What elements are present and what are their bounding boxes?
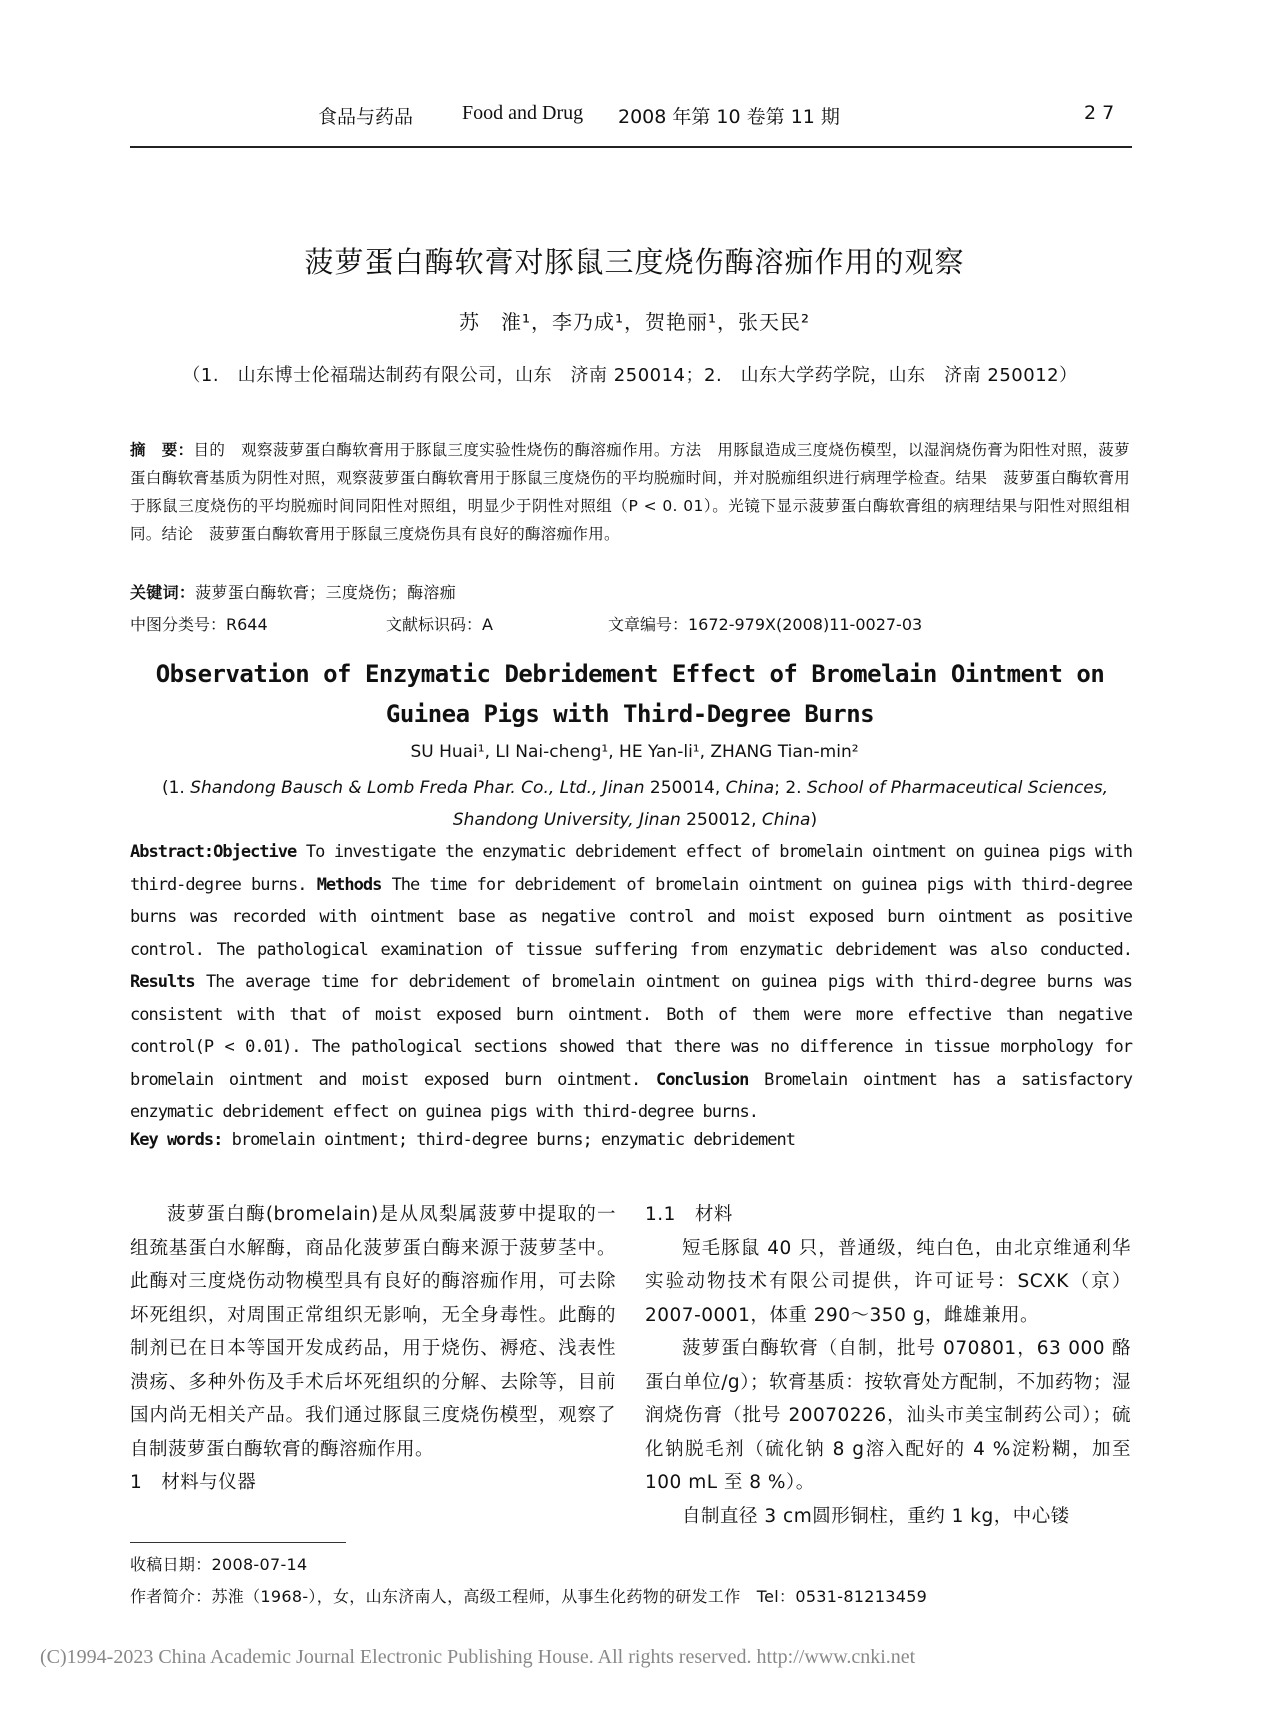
paper-title-cn: 菠萝蛋白酶软膏对豚鼠三度烧伤酶溶痂作用的观察 bbox=[304, 245, 965, 279]
affiliation-en-sep: ; 2. bbox=[774, 778, 802, 798]
keywords-en-label: Key words: bbox=[130, 1130, 223, 1150]
journal-issue: 2008 年第 10 卷第 11 期 bbox=[618, 106, 840, 128]
abstract-cn-label: 摘 要： bbox=[130, 441, 194, 459]
body-column-right bbox=[645, 1198, 1131, 1533]
header-rule bbox=[130, 146, 1132, 148]
objective-text: To investigate the enzymatic debridement effect of bromelain ointment on guinea pigs with third-degree burns. bbox=[130, 842, 1132, 895]
article-number: 文章编号：1672-979X(2008)11-0027-03 bbox=[608, 615, 923, 634]
affiliation-en-zip1: 250014, bbox=[649, 778, 721, 798]
affiliation-en-zip2: 250012, bbox=[686, 810, 757, 830]
abstract-cn bbox=[130, 436, 1130, 548]
author-bio: 作者简介：苏淮（1968-），女，山东济南人，高级工程师，从事生化药物的研发工作 Tel：0531-81213459 bbox=[130, 1587, 928, 1606]
keywords-en-text: bromelain ointment; third-degree burns; enzymatic debridement bbox=[231, 1130, 795, 1150]
journal-name-en: Food and Drug bbox=[462, 102, 584, 124]
footnote-rule bbox=[130, 1542, 346, 1543]
materials-paragraph-3: 自制直径 3 cm圆形铜柱，重约 1 kg，中心镂 bbox=[682, 1505, 1070, 1527]
objective-label: Objective bbox=[213, 842, 297, 862]
affiliation-en-inst2: School of Pharmaceutical Sciences, Shandong University, Jinan bbox=[452, 778, 1109, 830]
affiliation-en-country1: China bbox=[725, 778, 775, 798]
materials-paragraph-2: 菠萝蛋白酶软膏（自制，批号 070801，63 000 酪蛋白单位/g）；软膏基质：按软膏处方配制，不加药物；湿润烧伤膏（批号 20070226，汕头市美宝制药公司）；硫化钠脱毛剂（硫化钠 8 g溶入配好的 4 %淀粉糊，加至 100 mL 至 8 %）。 bbox=[645, 1338, 1131, 1493]
affiliation-en-country2: China bbox=[761, 810, 811, 830]
abstract-en-label: Abstract: bbox=[130, 842, 214, 862]
keywords-cn bbox=[130, 580, 456, 603]
affiliation-en-inst1: Shandong Bausch & Lomb Freda Phar. Co., Ltd., Jinan bbox=[190, 778, 645, 798]
abstract-en bbox=[130, 836, 1132, 1129]
copyright-notice: (C)1994-2023 China Academic Journal Electronic Publishing House. All rights reserved. http://www.cnki.net bbox=[40, 1646, 916, 1668]
received-date: 收稿日期：2008-07-14 bbox=[130, 1555, 308, 1574]
section-heading-1-1: 1.1 材料 bbox=[645, 1204, 733, 1225]
affiliation-cn: （1. 山东博士伦福瑞达制药有限公司，山东 济南 250014；2. 山东大学药学院，山东 济南 250012） bbox=[182, 365, 1078, 386]
document-code: 文献标识码：A bbox=[386, 615, 493, 634]
clc-number: 中图分类号：R644 bbox=[130, 615, 268, 634]
keywords-en bbox=[130, 1130, 795, 1150]
methods-text: The time for debridement of bromelain ointment on guinea pigs with third-degree burns was recorded with ointment base as negative control and moist exposed burn ointment as positive control. The pathological examination of tissue suffering from enzymatic debridement was also conducted. bbox=[130, 874, 1132, 960]
results-text: The average time for debridement of bromelain ointment on guinea pigs with third-degree burns was consistent with that of moist exposed burn ointment. Both of them were more effective than negative control(P < 0.01). The pathological sections showed that there was no difference in tissue morphology for bromelain ointment and moist exposed burn ointment. bbox=[130, 972, 1132, 1090]
body-column-left bbox=[130, 1198, 616, 1500]
section-heading-1: 1 材料与仪器 bbox=[130, 1472, 257, 1493]
affiliation-en-open: (1. bbox=[161, 778, 185, 798]
results-label: Results bbox=[130, 972, 195, 992]
methods-label: Methods bbox=[316, 874, 382, 895]
page-number: 2 7 bbox=[1084, 102, 1115, 124]
affiliation-en-close: ) bbox=[810, 810, 818, 830]
paper-title-en: Observation of Enzymatic Debridement Effect of Bromelain Ointment on Guinea Pigs with Third-Degree Burns bbox=[155, 660, 1105, 728]
conclusion-label: Conclusion bbox=[656, 1069, 749, 1090]
keywords-cn-text: 菠萝蛋白酶软膏；三度烧伤；酶溶痂 bbox=[195, 583, 457, 602]
intro-paragraph: 菠萝蛋白酶(bromelain)是从凤梨属菠萝中提取的一组巯基蛋白水解酶，商品化菠萝蛋白酶来源于菠萝茎中。此酶对三度烧伤动物模型具有良好的酶溶痂作用，可去除坏死组织，对周围正常组织无影响，无全身毒性。此酶的制剂已在日本等国开发成药品，用于烧伤、褥疮、浅表性溃疡、多种外伤及手术后坏死组织的分解、去除等，目前国内尚无相关产品。我们通过豚鼠三度烧伤模型，观察了自制菠萝蛋白酶软膏的酶溶痂作用。 bbox=[130, 1204, 616, 1460]
journal-name-cn: 食品与药品 bbox=[318, 106, 414, 128]
conclusion-text: Bromelain ointment has a satisfactory enzymatic debridement effect on guinea pigs with third-degree burns. bbox=[130, 1069, 1132, 1122]
authors-cn: 苏 淮¹，李乃成¹，贺艳丽¹，张天民² bbox=[458, 310, 811, 334]
affiliation-en bbox=[150, 772, 1120, 836]
authors-en: SU Huai¹, LI Nai-cheng¹, HE Yan-li¹, ZHANG Tian-min² bbox=[410, 742, 859, 762]
keywords-cn-label: 关键词： bbox=[130, 583, 196, 602]
materials-paragraph-1: 短毛豚鼠 40 只，普通级，纯白色，由北京维通利华实验动物技术有限公司提供，许可证号：SCXK（京）2007-0001，体重 290～350 g，雌雄兼用。 bbox=[645, 1237, 1131, 1326]
abstract-cn-text: 目的 观察菠萝蛋白酶软膏用于豚鼠三度实验性烧伤的酶溶痂作用。方法 用豚鼠造成三度烧伤模型，以湿润烧伤膏为阳性对照，菠萝蛋白酶软膏基质为阴性对照，观察菠萝蛋白酶软膏用于豚鼠三度烧伤的平均脱痂时间，并对脱痂组织进行病理学检查。结果 菠萝蛋白酶软膏用于豚鼠三度烧伤的平均脱痂时间同阳性对照组，明显少于阴性对照组（P < 0. 01）。光镜下显示菠萝蛋白酶软膏组的病理结果与阳性对照组相同。结论 菠萝蛋白酶软膏用于豚鼠三度烧伤具有良好的酶溶痂作用。 bbox=[130, 441, 1130, 543]
